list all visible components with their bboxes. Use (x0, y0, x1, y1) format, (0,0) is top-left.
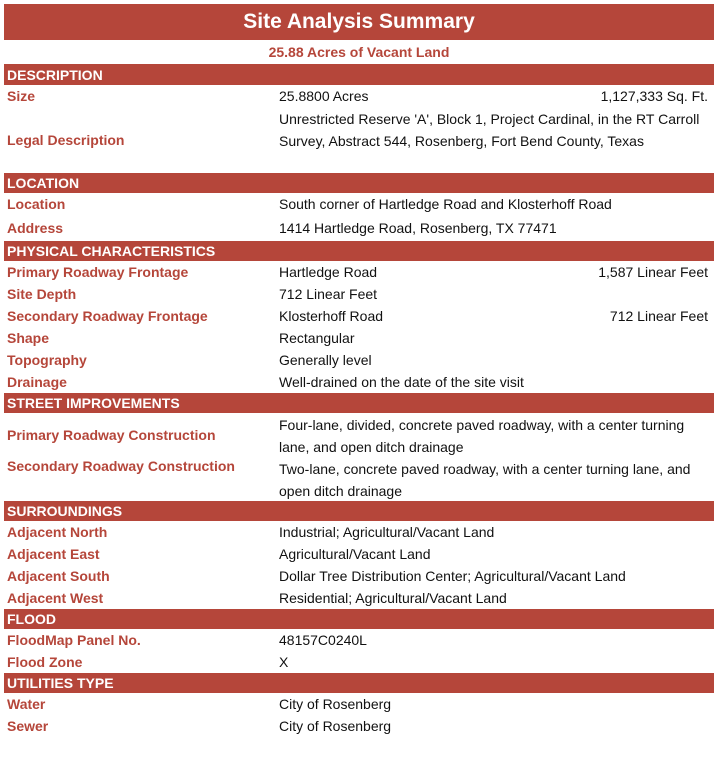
section-flood: FLOOD (4, 609, 714, 629)
sewer-label: Sewer (7, 718, 49, 734)
row-location (4, 193, 714, 215)
row-adjacent-north (4, 521, 714, 543)
primary-frontage-feet: 1,587 Linear Feet (598, 264, 708, 280)
row-adjacent-south (4, 565, 714, 587)
sewer-value: City of Rosenberg (279, 718, 392, 734)
site-depth-value: 712 Linear Feet (279, 286, 378, 302)
secondary-frontage-value (279, 305, 714, 327)
secondary-frontage-road: Klosterhoff Road (279, 308, 384, 324)
row-water (4, 693, 714, 715)
adjacent-north-value: Industrial; Agricultural/Vacant Land (279, 524, 495, 540)
location-label: Location (7, 196, 66, 212)
site-depth-label: Site Depth (7, 286, 77, 302)
adjacent-south-value: Dollar Tree Distribution Center; Agricultural/Vacant Land (279, 568, 626, 584)
section-location: LOCATION (4, 173, 714, 193)
address-value: 1414 Hartledge Road, Rosenberg, TX 77471 (279, 220, 557, 236)
primary-frontage-label: Primary Roadway Frontage (7, 264, 189, 280)
secondary-construction-value: Two-lane, concrete paved roadway, with a center turning lane, and open ditch drainage (279, 461, 691, 499)
secondary-frontage-label: Secondary Roadway Frontage (7, 308, 208, 324)
primary-frontage-value (279, 261, 714, 283)
row-size (4, 85, 714, 107)
water-value: City of Rosenberg (279, 696, 392, 712)
location-value: South corner of Hartledge Road and Klosterhoff Road (279, 196, 612, 212)
size-acres: 25.8800 Acres (279, 88, 369, 104)
size-value (279, 85, 714, 107)
primary-construction-label: Primary Roadway Construction (7, 427, 216, 443)
adjacent-south-label: Adjacent South (7, 568, 110, 584)
row-primary-frontage (4, 261, 714, 283)
section-utilities-type: UTILITIES TYPE (4, 673, 714, 693)
legal-description-value: Unrestricted Reserve 'A', Block 1, Project Cardinal, in the RT Carroll Survey, Abstract 544, Rosenberg, Fort Bend County, Texas (279, 111, 700, 149)
drainage-value: Well-drained on the date of the site visit (279, 374, 524, 390)
address-label: Address (7, 220, 64, 236)
shape-label: Shape (7, 330, 50, 346)
primary-construction-value: Four-lane, divided, concrete paved roadway, with a center turning lane, and open ditch drainage (279, 417, 685, 455)
adjacent-north-label: Adjacent North (7, 524, 108, 540)
secondary-frontage-feet: 712 Linear Feet (609, 308, 708, 324)
row-shape (4, 327, 714, 349)
primary-frontage-road: Hartledge Road (279, 264, 378, 280)
adjacent-west-label: Adjacent West (7, 590, 104, 606)
topography-label: Topography (7, 352, 87, 368)
size-sqft: 1,127,333 Sq. Ft. (600, 88, 708, 104)
drainage-label: Drainage (7, 374, 67, 390)
row-adjacent-west (4, 587, 714, 609)
section-surroundings: SURROUNDINGS (4, 501, 714, 521)
row-address (4, 215, 714, 241)
secondary-construction-label: Secondary Roadway Construction (7, 458, 235, 474)
row-secondary-construction (4, 457, 714, 501)
row-flood-zone (4, 651, 714, 673)
adjacent-east-label: Adjacent East (7, 546, 100, 562)
row-drainage (4, 371, 714, 393)
size-label: Size (7, 88, 36, 104)
section-description: DESCRIPTION (4, 65, 714, 85)
floodmap-panel-value: 48157C0240L (279, 632, 367, 648)
adjacent-east-value: Agricultural/Vacant Land (279, 546, 431, 562)
section-street-improvements: STREET IMPROVEMENTS (4, 393, 714, 413)
flood-zone-label: Flood Zone (7, 654, 83, 670)
page-subtitle: 25.88 Acres of Vacant Land (4, 40, 714, 65)
page-title: Site Analysis Summary (4, 4, 714, 40)
legal-description-label: Legal Description (7, 132, 125, 148)
floodmap-panel-label: FloodMap Panel No. (7, 632, 141, 648)
section-physical-characteristics: PHYSICAL CHARACTERISTICS (4, 241, 714, 261)
row-secondary-frontage (4, 305, 714, 327)
topography-value: Generally level (279, 352, 372, 368)
row-adjacent-east (4, 543, 714, 565)
row-floodmap-panel (4, 629, 714, 651)
water-label: Water (7, 696, 46, 712)
row-sewer (4, 715, 714, 737)
row-primary-construction (4, 413, 714, 457)
shape-value: Rectangular (279, 330, 355, 346)
adjacent-west-value: Residential; Agricultural/Vacant Land (279, 590, 507, 606)
row-topography (4, 349, 714, 371)
row-site-depth (4, 283, 714, 305)
flood-zone-value: X (279, 654, 289, 670)
row-legal-description (4, 107, 714, 173)
